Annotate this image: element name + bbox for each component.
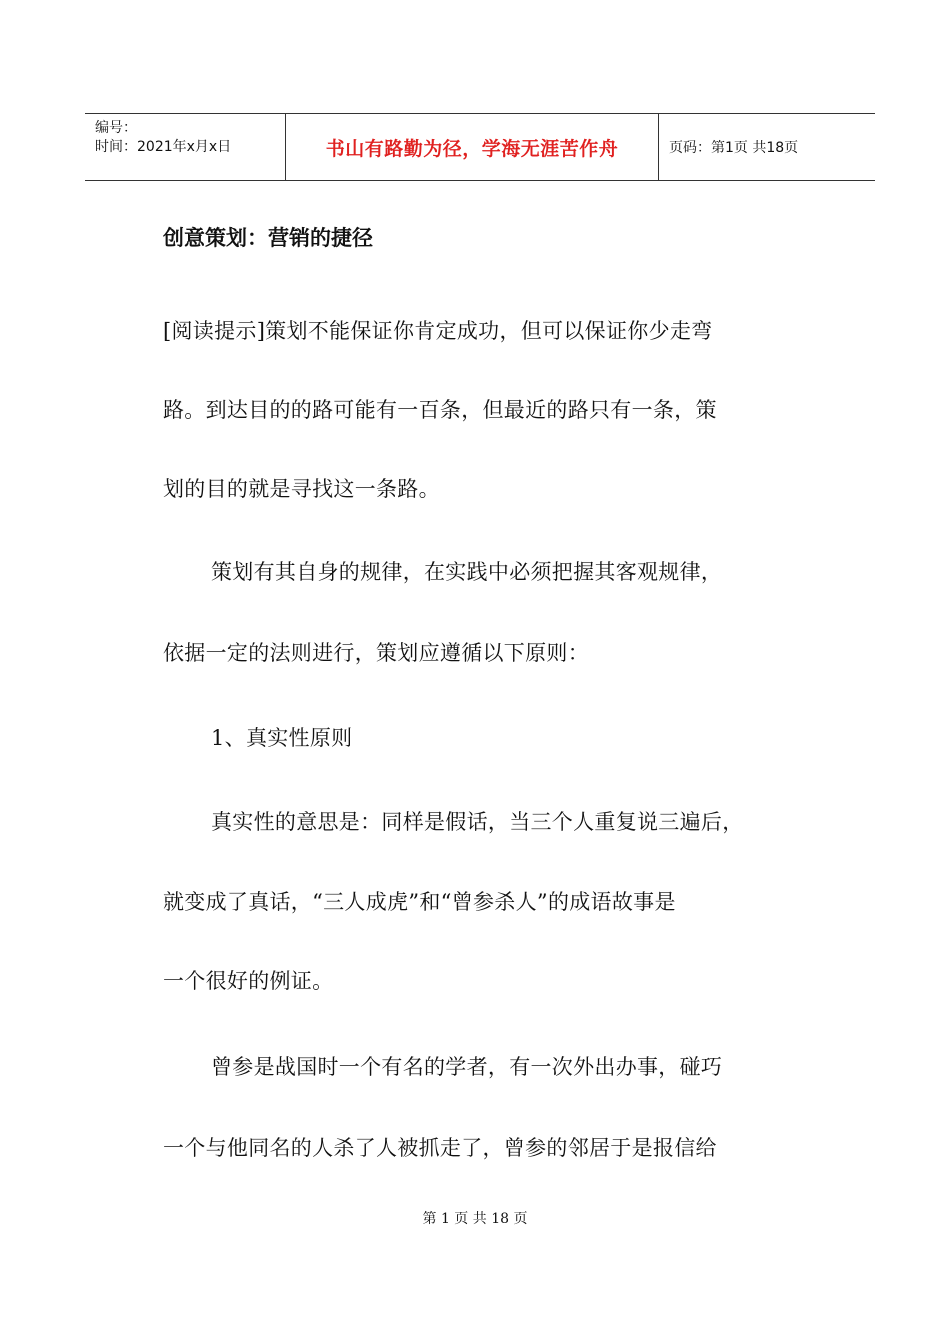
page-footer: 第 1 页 共 18 页 [422, 1211, 528, 1227]
section-heading: 1、真实性原则 [211, 726, 353, 750]
header-motto: 书山有路勤为径，学海无涯苦作舟 [325, 137, 619, 160]
document-date: 时间：2021年x月x日 [95, 139, 232, 155]
body-line: 真实性的意思是：同样是假话，当三个人重复说三遍后， [211, 810, 744, 834]
body-line: 一个很好的例证。 [163, 969, 334, 993]
article-title: 创意策划：营销的捷径 [163, 226, 373, 250]
body-line: 一个与他同名的人杀了人被抓走了，曾参的邻居于是报信给 [163, 1136, 717, 1160]
header-page-info: 页码：第1页 共18页 [669, 140, 799, 156]
document-header [85, 113, 875, 181]
header-page-cell [659, 114, 875, 180]
body-line: [阅读提示]策划不能保证你肯定成功，但可以保证你少走弯 [163, 319, 713, 343]
document-number-label: 编号： [95, 120, 137, 136]
body-line: 就变成了真话，“三人成虎”和“曾参杀人”的成语故事是 [163, 890, 676, 914]
body-line: 策划有其自身的规律，在实践中必须把握其客观规律， [211, 560, 723, 584]
header-meta-cell [85, 114, 286, 180]
body-line: 划的目的就是寻找这一条路。 [163, 477, 440, 501]
header-motto-cell [286, 114, 659, 180]
body-line: 路。到达目的的路可能有一百条，但最近的路只有一条，策 [163, 398, 717, 422]
body-line: 曾参是战国时一个有名的学者，有一次外出办事，碰巧 [211, 1055, 723, 1079]
body-line: 依据一定的法则进行，策划应遵循以下原则： [163, 641, 589, 665]
